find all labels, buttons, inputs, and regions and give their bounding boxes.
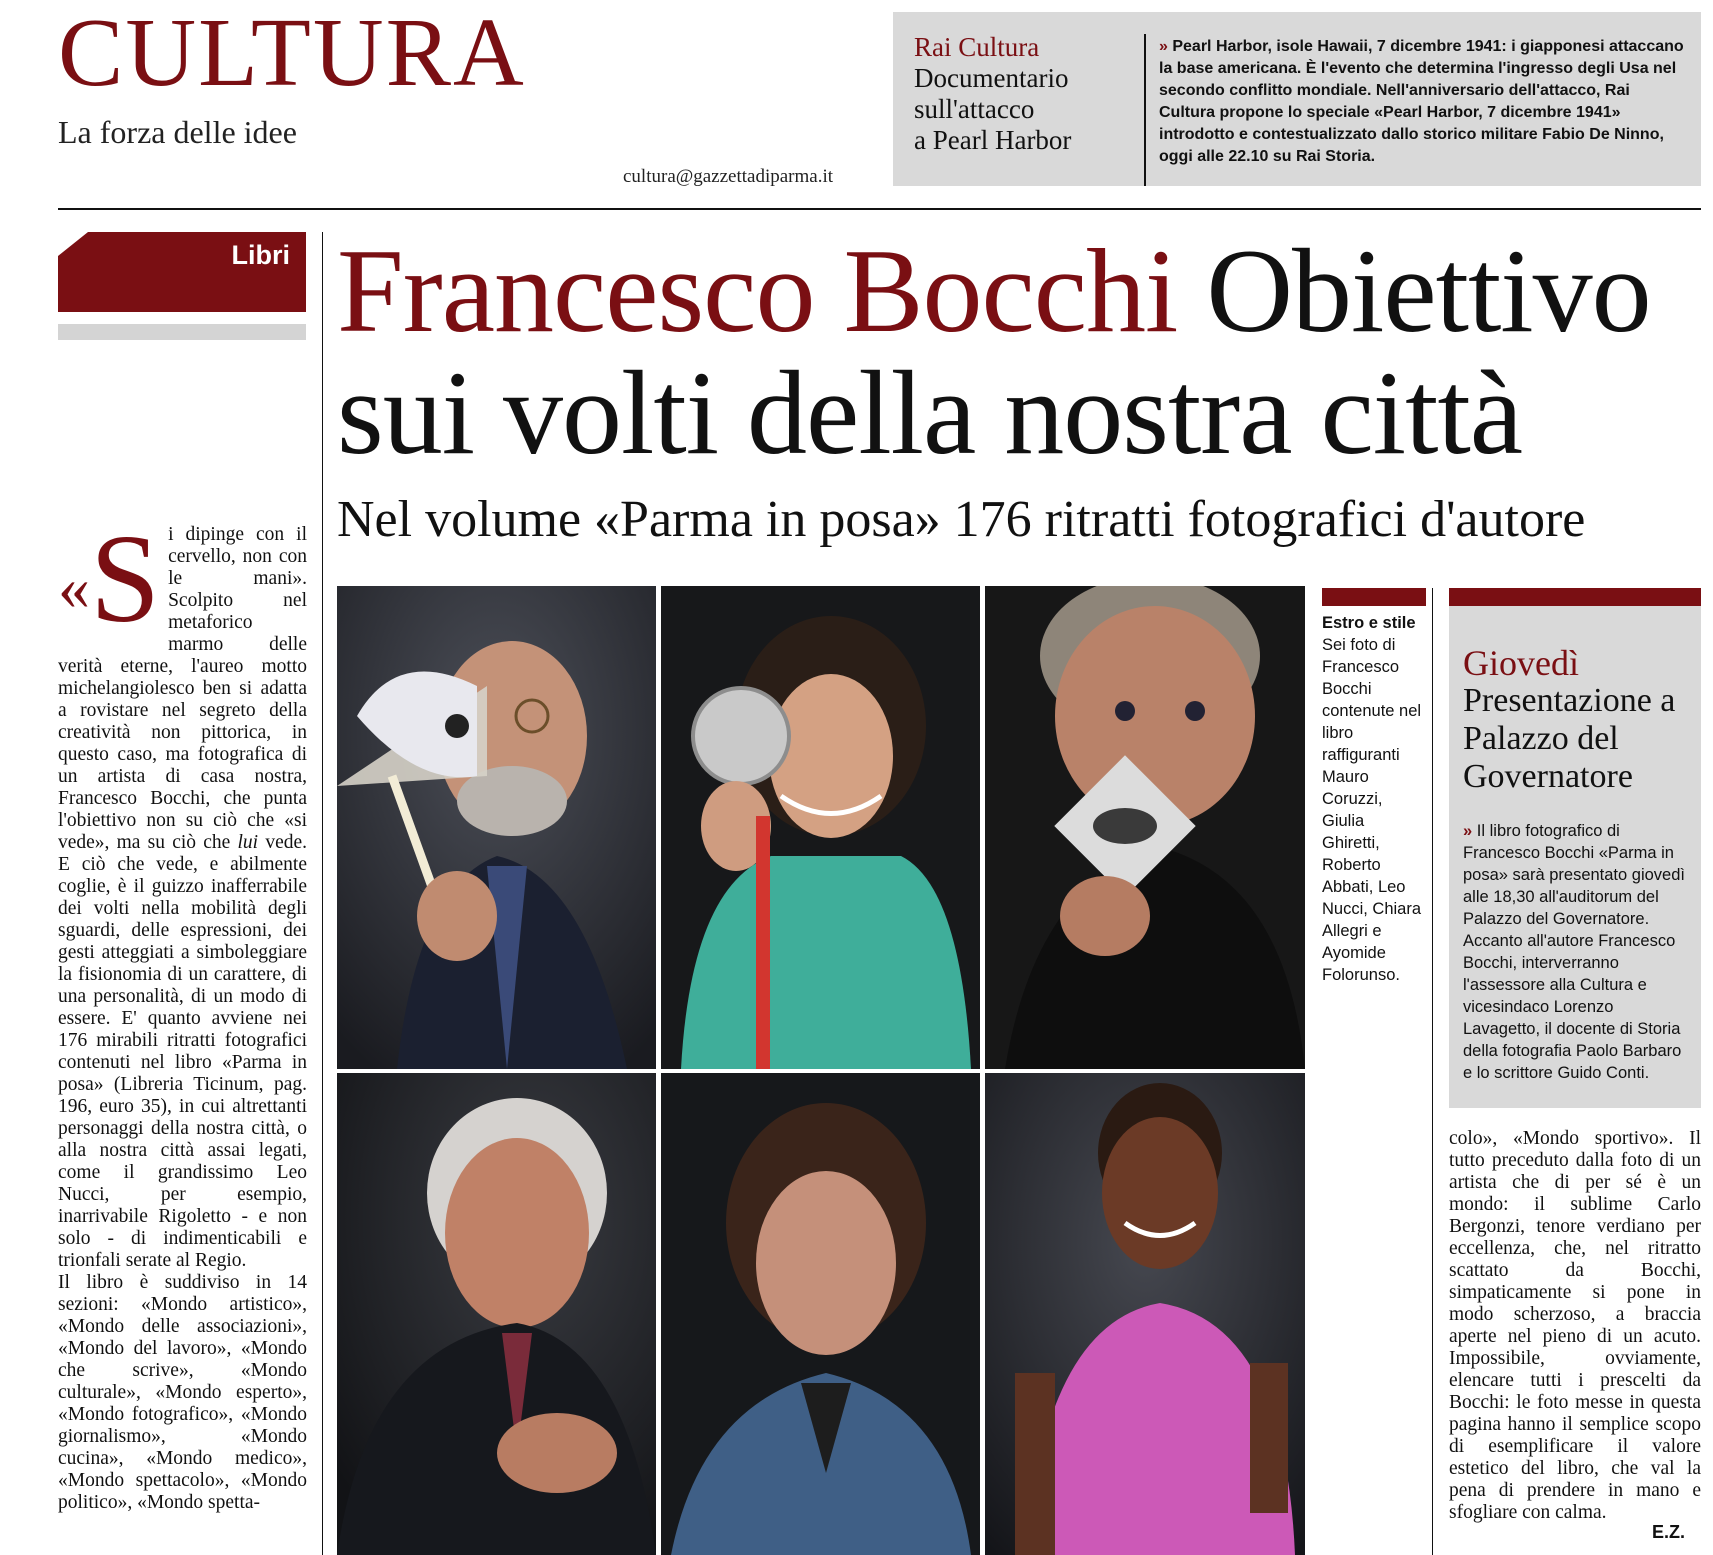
dropcap-quote: « bbox=[58, 552, 90, 623]
promo-source: Rai Cultura bbox=[914, 32, 1040, 62]
sidebar-text bbox=[1463, 820, 1691, 1084]
dropcap bbox=[58, 510, 161, 649]
photo-caption bbox=[1322, 612, 1426, 986]
promo-text bbox=[1159, 36, 1684, 168]
portrait-photo-nucci bbox=[337, 1073, 656, 1555]
header-rule bbox=[58, 208, 1701, 210]
kicker-label: Libri bbox=[231, 240, 290, 270]
event-sidebar bbox=[1449, 588, 1701, 1108]
article-text: vede. E ciò che vede, e abilmente coglie, è il guizzo inafferrabile dei volti nella mobilità degli sguardi, delle espressioni, dei gesti atteggiati a simboleggiare la fisionomia di un carattere, di una personalità, di un modo di essere. E' quanto avviene nei 176 mirabili ritratti fotografici contenuti nel libro «Parma in posa» (Libreria Ticinum, pag. 196, euro 35), in cui altrettanti personaggi della nostra città, o alla nostra città assai legati, come il grandissimo Leo Nucci, per esempio, inarrivabile Rigoletto - e non solo - di indimenticabili e trionfali serate al Regio. bbox=[58, 832, 308, 1271]
tv-promo-box bbox=[893, 12, 1701, 186]
kicker-underbar bbox=[58, 324, 306, 340]
promo-title-line: a Pearl Harbor bbox=[914, 125, 1072, 155]
section-title: CULTURA bbox=[58, 0, 526, 107]
sidebar-title: Presentazione a Palazzo del Governatore bbox=[1463, 682, 1676, 795]
portrait-photo-abbati bbox=[985, 586, 1305, 1069]
article-italic: lui bbox=[237, 832, 259, 853]
article-paragraph: Il libro è suddiviso in 14 sezioni: «Mondo artistico», «Mondo delle associazioni», «Mondo del lavoro», «Mondo che scrive», «Mondo culturale», «Mondo esperto», «Mondo fotografico», «Mondo giornalismo», «Mondo cucina», «Mondo medico», «Mondo spettacolo», «Mondo politico», «Mondo spetta- bbox=[58, 1272, 307, 1513]
article-text: i dipinge con il cervello, non con le mani». Scolpito nel metaforico marmo delle verità eterne, l'aureo motto michelangiolesco ben si adatta a rovistare nel segreto della creatività non pittorica, in questo caso, ma fotografica di un artista di casa nostra, Francesco Bocchi, che punta l'obiettivo non su ciò che «si vede», ma su ciò che bbox=[58, 524, 307, 853]
sidebar-body: Il libro fotografico di Francesco Bocchi «Parma in posa» sarà presentato giovedì alle 18,30 all'auditorum del Palazzo del Governatore. Accanto all'autore Francesco Bocchi, interverranno l'assessore alla Cultura e vicesindaco Lorenzo Lavagetto, il docente di Storia della fotografia Paolo Barbaro e lo scrittore Guido Conti. bbox=[1463, 822, 1685, 1082]
column-rule bbox=[322, 232, 323, 1555]
caption-rule bbox=[1322, 588, 1426, 606]
caption-title: Estro e stile bbox=[1322, 614, 1416, 632]
deck: Nel volume «Parma in posa» 176 ritratti fotografici d'autore bbox=[337, 491, 1586, 548]
dropcap-letter: S bbox=[90, 510, 161, 649]
portrait-photo-coruzzi bbox=[337, 586, 656, 1069]
promo-title-line: sull'attacco bbox=[914, 94, 1035, 124]
portrait-photo-allegri bbox=[661, 1073, 980, 1555]
column-rule bbox=[1432, 588, 1433, 1555]
promo-title bbox=[914, 32, 1134, 156]
chevron-marker-icon: » bbox=[1463, 822, 1473, 840]
sidebar-day: Giovedì bbox=[1463, 643, 1579, 683]
kicker-tab bbox=[58, 232, 306, 312]
article-paragraph: colo», «Mondo sportivo». Il tutto preceduto dalla foto di un artista che di per sé è un mondo: il sublime Carlo Bergonzi, tenore verdiano per eccellenza, che, nel ritratto scattato da Bocchi, simpaticamente si pone in modo scherzoso, a braccia aperte nel pieno di un acuto. Impossibile, ovviamente, elencare tutti i prescelti da Bocchi: le foto messe in questa pagina hanno il semplice scopo di esemplificare il valore estetico del libro, che val la pena di prendere in mano e sfogliare con calma. bbox=[1449, 1128, 1701, 1523]
promo-divider bbox=[1144, 34, 1146, 186]
article-column-2 bbox=[1449, 1128, 1701, 1524]
section-email[interactable]: cultura@gazzettadiparma.it bbox=[623, 166, 834, 187]
headline-rest: Obiettivo sui volti della nostra città bbox=[337, 224, 1651, 479]
promo-body: Pearl Harbor, isole Hawaii, 7 dicembre 1941: i giapponesi attaccano la base americana. È l'evento che determina l'ingresso degli Usa nel secondo conflitto mondiale. Nell'anniversario dell'attacco, Rai Cultura propone lo speciale «Pearl Harbor, 7 dicembre 1941» introdotto e contestualizzato dallo storico militare Fabio De Ninno, oggi alle 22.10 su Rai Storia. bbox=[1159, 38, 1684, 165]
section-subtitle: La forza delle idee bbox=[58, 114, 297, 150]
portrait-photo-ghiretti bbox=[661, 586, 980, 1069]
chevron-marker-icon: » bbox=[1159, 38, 1168, 55]
article-column-1 bbox=[58, 510, 308, 1514]
promo-title-line: Documentario bbox=[914, 63, 1069, 93]
caption-text: Sei foto di Francesco Bocchi contenute nel libro raffiguranti Mauro Coruzzi, Giulia Ghiretti, Roberto Abbati, Leo Nucci, Chiara Allegri e Ayomide Folorunso. bbox=[1322, 636, 1422, 984]
author-signature: E.Z. bbox=[1652, 1522, 1686, 1542]
headline bbox=[337, 224, 1687, 479]
portrait-photo-folorunso bbox=[985, 1073, 1305, 1555]
headline-name: Francesco Bocchi bbox=[337, 224, 1178, 357]
